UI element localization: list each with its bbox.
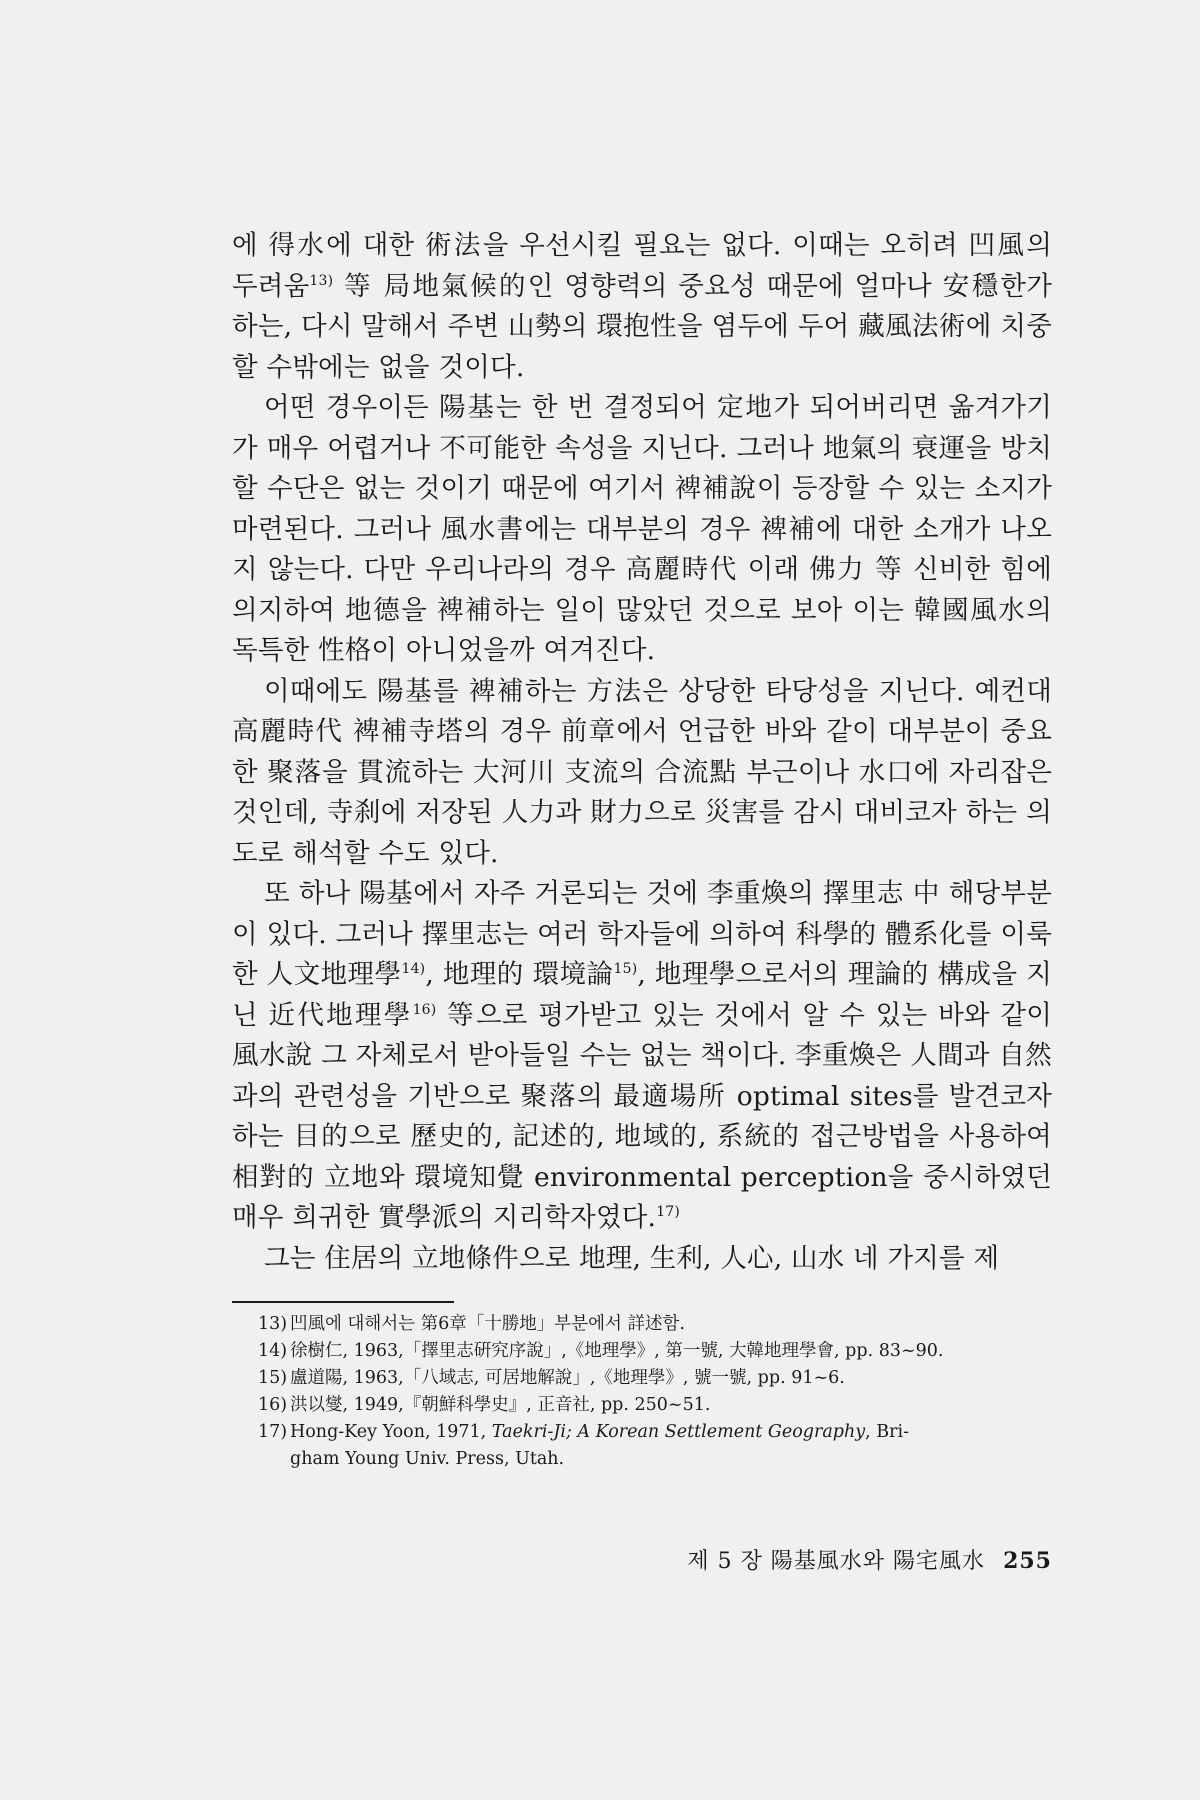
body-paragraph (232, 1239, 1052, 1280)
body-paragraph (232, 388, 1052, 672)
paragraph-text: 等 局地氣候的인 영향력의 중요성 때문에 얼마나 安穩한가 하는, 다시 말해서 주변 山勢의 環抱性을 염두에 두어 藏風法術에 치중할 수밖에는 없을 것이다. (232, 270, 1052, 383)
footnote-17 (258, 1419, 1052, 1446)
paragraph-text: 에 得水에 대한 術法을 우선시킬 필요는 없다. 이때는 오히려 凹風의 두려움 (232, 230, 1052, 302)
footnote-14 (258, 1338, 1052, 1365)
footnote-17-continuation: gham Young Univ. Press, Utah. (290, 1449, 565, 1469)
paragraph-text: 어떤 경우이든 陽基는 한 번 결정되어 定地가 되어버리면 옮겨가기가 매우 어렵거나 不可能한 속성을 지닌다. 그러나 地氣의 衰運을 방치할 수단은 없는 것이기 때문에 여기서 裨補說이 등장할 수 있는 소지가 마련된다. 그러나 風水書에는 대부분의 경우 裨補에 대한 소개가 나오지 않는다. 다만 우리나라의 경우 高麗時代 이래 佛力 等 신비한 힘에 의지하여 地德을 裨補하는 일이 많았던 것으로 보아 이는 韓國風水의 독특한 性格이 아니었을까 여겨진다. (232, 392, 1052, 666)
body-paragraph (232, 874, 1052, 1239)
paragraph-text: 이때에도 陽基를 裨補하는 方法은 상당한 타당성을 지닌다. 예컨대 高麗時代 裨補寺塔의 경우 前章에서 언급한 바와 같이 대부분이 중요한 聚落을 貫流하는 大河川 支流의 合流點 부근이나 水口에 자리잡은 것인데, 寺刹에 저장된 人力과 財力으로 災害를 감시 대비코자 하는 의도로 해석할 수도 있다. (232, 675, 1052, 869)
footnote-ref: 16) (412, 1001, 437, 1018)
running-footer (687, 1544, 1052, 1575)
footnote-15 (258, 1365, 1052, 1392)
paragraph-text: 또 하나 陽基에서 자주 거론되는 것에 李重煥의 擇里志 中 해당부분이 있다. 그러나 擇里志는 여러 학자들에 의하여 科學的 體系化를 이룩한 人文地理學 (232, 878, 1052, 990)
footnote-ref: 14) (401, 961, 426, 978)
footnote-ref: 17) (656, 1204, 681, 1221)
page-number: 255 (1003, 1548, 1052, 1574)
paragraph-text: 等으로 평가받고 있는 것에서 알 수 있는 바와 같이 風水說 그 자체로서 받아들일 수는 없는 책이다. 李重煥은 人間과 自然과의 관련성을 기반으로 聚落의 最適場所 optimal sites를 발견코자 하는 目的으로 歷史的, 記述的, 地域的, 系統的 접근방법을 사용하여 相對的 立地와 環境知覺 environmental perception을 중시하였던 매우 희귀한 實學派의 지리학자였다. (232, 999, 1052, 1233)
footnote-text: 盧道陽, 1963,「八域志, 可居地解說」,《地理學》, 號一號, pp. 91~6. (290, 1368, 845, 1388)
footnote-text: 凹風에 대해서는 第6章「十勝地」부분에서 詳述함. (290, 1314, 685, 1334)
page-content (232, 226, 1052, 1716)
footnote-book-title: Taekri-Ji; A Korean Settlement Geography (491, 1422, 866, 1442)
footnote-ref: 15) (613, 961, 638, 978)
footnote-text: , Bri- (865, 1422, 910, 1442)
footnote-text: Hong-Key Yoon, 1971, (290, 1422, 492, 1442)
footnote-number: 17) (258, 1422, 288, 1442)
footnotes (232, 1311, 1052, 1473)
paragraph-text: , 地理學으로서의 理論的 構成을 지닌 近代地理學 (232, 959, 1052, 1031)
footnote-16 (258, 1392, 1052, 1419)
paragraph-text: , 地理的 環境論 (425, 959, 614, 990)
body-paragraph (232, 226, 1052, 388)
footnote-number: 13) (258, 1314, 288, 1334)
chapter-title: 제 5 장 陽基風水와 陽宅風水 (687, 1549, 986, 1574)
footnote-rule (232, 1301, 454, 1303)
paragraph-text: 그는 住居의 立地條件으로 地理, 生利, 人心, 山水 네 가지를 제 (264, 1242, 1000, 1274)
footnote-13 (258, 1311, 1052, 1338)
footnote-number: 16) (258, 1395, 288, 1415)
footnote-number: 14) (258, 1341, 288, 1361)
footnote-number: 15) (258, 1368, 288, 1388)
footnote-text: 洪以燮, 1949,『朝鮮科學史』, 正音社, pp. 250~51. (290, 1395, 711, 1415)
body-paragraph (232, 672, 1052, 875)
footnote-ref: 13) (309, 272, 334, 289)
footnote-text: 徐樹仁, 1963,「擇里志硏究序說」,《地理學》, 第一號, 大韓地理學會, pp. 83~90. (290, 1341, 944, 1361)
body-text (232, 226, 1052, 1279)
